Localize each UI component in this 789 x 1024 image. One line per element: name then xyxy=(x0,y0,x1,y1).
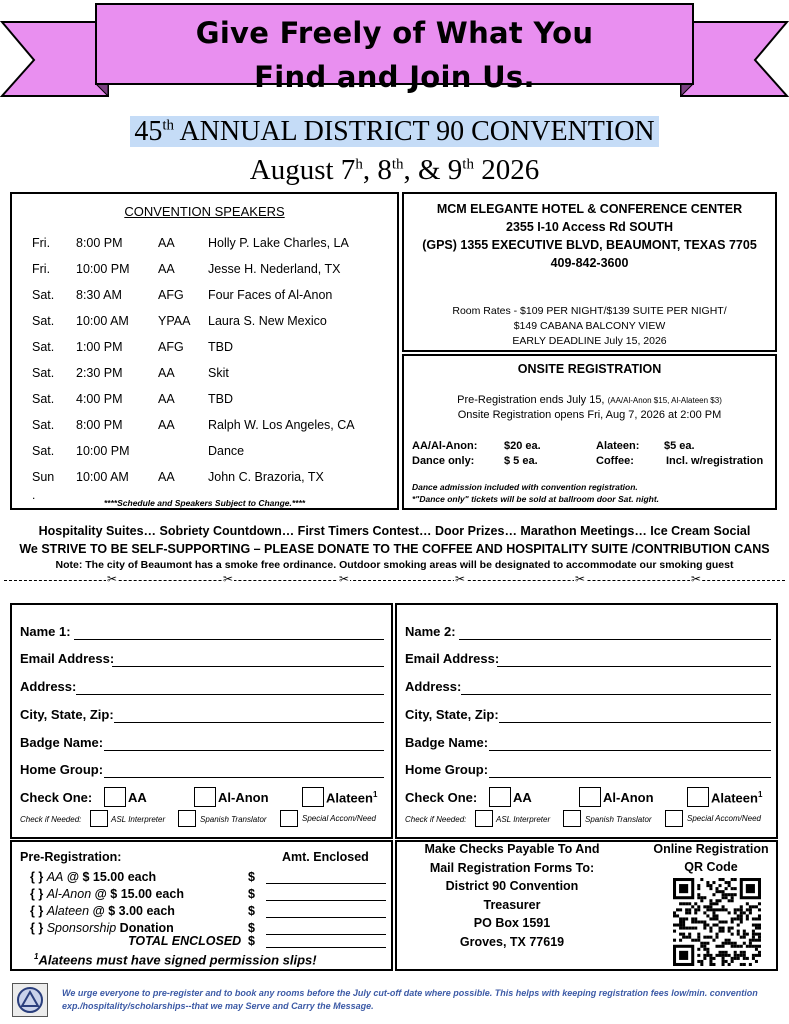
speaker-time: 10:00 AM xyxy=(76,470,129,484)
asl-label: ASL Interpreter xyxy=(496,815,551,824)
al-anon-label: Al-Anon xyxy=(603,790,654,805)
address-label: Address: xyxy=(405,679,462,694)
speaker-row xyxy=(12,314,397,332)
spanish-checkbox[interactable] xyxy=(178,810,196,827)
badge-name-field[interactable] xyxy=(104,750,384,751)
footer-note: We urge everyone to pre-register and to book any rooms before the July cut-off date where possible. This helps with keeping registration fees low/min. convention exp./hospitality/scholarships--that we may Serve and Carry the Message. xyxy=(62,988,758,1011)
alateen-permission-warning: $^1$Alateens must have signed permission slips! xyxy=(34,952,317,968)
speaker-day: Fri. xyxy=(32,262,51,276)
spanish-label: Spanish Translator xyxy=(585,815,652,824)
speaker-row xyxy=(12,418,397,436)
speaker-time: 8:30 AM xyxy=(76,288,122,302)
speakers-dot: . xyxy=(32,488,36,502)
check-if-needed-label: Check if Needed: xyxy=(20,815,82,824)
registration-fee-row: { } Alateen @ $ 3.00 each xyxy=(30,904,175,918)
mailing-info-box xyxy=(395,840,778,971)
speaker-day: Sun xyxy=(32,470,55,484)
qr-code-title: QR Code xyxy=(684,860,738,874)
mailing-line: District 90 Convention xyxy=(445,879,579,893)
fee-aa-price: $20 ea. xyxy=(504,440,541,452)
speaker-name: Dance xyxy=(208,444,245,458)
home-group-field[interactable] xyxy=(104,777,384,778)
banner-title-line-1: Give Freely of What You xyxy=(195,16,594,50)
speaker-row xyxy=(12,470,397,488)
speaker-day: Sat. xyxy=(32,444,55,458)
speaker-name: Laura S. New Mexico xyxy=(208,314,327,328)
speaker-day: Sat. xyxy=(32,340,55,354)
al-anon-checkbox[interactable] xyxy=(579,787,601,807)
scissors-icon: ✂ xyxy=(575,572,586,586)
onsite-open-text: Onsite Registration opens Fri, Aug 7, 2026 at 2:00 PM xyxy=(457,409,722,421)
speaker-day: Sat. xyxy=(32,288,55,302)
speaker-name: TBD xyxy=(208,340,233,354)
city-state-zip-field[interactable] xyxy=(499,722,771,723)
alateen-label: Alateen$^1$ xyxy=(326,790,378,806)
fee-aa-label: AA/Al-Anon: xyxy=(412,440,478,452)
dollar-sign: $ xyxy=(248,870,255,884)
speaker-row xyxy=(12,288,397,306)
aa-logo xyxy=(12,983,48,1017)
mailing-line: Groves, TX 77619 xyxy=(459,934,565,949)
speaker-time: 4:00 PM xyxy=(76,392,123,406)
speaker-day: Fri. xyxy=(32,236,51,250)
total-amount-field[interactable] xyxy=(266,947,386,948)
asl-checkbox[interactable] xyxy=(90,810,108,827)
fee-coffee-label: Coffee: xyxy=(596,455,634,467)
speaker-group: AA xyxy=(158,418,175,432)
scissors-icon: ✂ xyxy=(223,572,234,586)
mailing-line: Treasurer xyxy=(483,897,541,912)
alateen-label: Alateen$^1$ xyxy=(711,790,763,806)
speaker-name: John C. Brazoria, TX xyxy=(208,470,324,484)
speaker-time: 8:00 PM xyxy=(76,418,123,432)
alateen-checkbox[interactable] xyxy=(302,787,324,807)
speaker-day: Sat. xyxy=(32,392,55,406)
prereg-end-text: Pre-Registration ends July 15, (AA/Al-Anon $15, Al-Alateen $3) xyxy=(457,394,722,406)
convention-dates: August 7$^h$, 8th, & 9th 2026 xyxy=(249,154,540,186)
aa-label: AA xyxy=(128,790,147,805)
fee-dance-label: Dance only: xyxy=(412,455,475,467)
fee-coffee-price: Incl. w/registration xyxy=(666,455,764,467)
title-banner xyxy=(0,0,789,110)
spanish-checkbox[interactable] xyxy=(563,810,581,827)
room-rates-cabana: $149 CABANA BALCONY VIEW xyxy=(513,320,666,332)
email-field[interactable] xyxy=(112,666,384,667)
room-rates: Room Rates - $109 PER NIGHT/$139 SUITE PER NIGHT/ xyxy=(452,305,727,317)
speaker-group: AFG xyxy=(158,288,184,302)
name-1-field[interactable] xyxy=(74,639,384,640)
speaker-name: Holly P. Lake Charles, LA xyxy=(208,236,349,250)
onsite-title: ONSITE REGISTRATION xyxy=(517,362,662,376)
early-deadline: EARLY DEADLINE July 15, 2026 xyxy=(512,335,667,347)
speaker-time: 8:00 PM xyxy=(76,236,123,250)
aa-label: AA xyxy=(513,790,532,805)
name-2-field[interactable] xyxy=(459,639,771,640)
badge-name-field[interactable] xyxy=(489,750,771,751)
special-accom-label: Special Accom/Need xyxy=(302,814,376,823)
hotel-gps-address: (GPS) 1355 EXECUTIVE BLVD, BEAUMONT, TEXAS 7705 xyxy=(422,238,757,252)
amount-field[interactable] xyxy=(266,900,386,901)
dance-note-1: Dance admission included with convention registration. xyxy=(412,482,638,492)
address-label: Address: xyxy=(20,679,77,694)
name-2-label: Name 2: xyxy=(405,624,456,639)
al-anon-label: Al-Anon xyxy=(218,790,269,805)
registration-fee-row: { } Al-Anon @ $ 15.00 each xyxy=(30,887,184,901)
onsite-registration-box xyxy=(402,354,777,510)
speaker-row xyxy=(12,236,397,254)
total-enclosed-label: TOTAL ENCLOSED xyxy=(128,934,242,948)
speaker-group: YPAA xyxy=(158,314,191,328)
dollar-sign: $ xyxy=(248,904,255,918)
amount-field[interactable] xyxy=(266,934,386,935)
total-dollar-sign: $ xyxy=(248,934,255,948)
aa-checkbox[interactable] xyxy=(489,787,511,807)
badge-name-label: Badge Name: xyxy=(20,735,104,750)
alateen-checkbox[interactable] xyxy=(687,787,709,807)
home-group-label: Home Group: xyxy=(405,762,489,777)
speaker-name: Jesse H. Nederland, TX xyxy=(208,262,341,276)
scissors-icon: ✂ xyxy=(691,572,702,586)
email-label: Email Address: xyxy=(405,651,500,666)
speaker-group: AA xyxy=(158,392,175,406)
home-group-label: Home Group: xyxy=(20,762,104,777)
hotel-name: MCM ELEGANTE HOTEL & CONFERENCE CENTER xyxy=(436,202,743,216)
speaker-time: 10:00 PM xyxy=(76,444,130,458)
speaker-row xyxy=(12,340,397,358)
speaker-group: AA xyxy=(158,262,175,276)
check-one-label: Check One: xyxy=(405,790,478,805)
speaker-group: AFG xyxy=(158,340,184,354)
amount-enclosed-title: Amt. Enclosed xyxy=(282,850,369,864)
amount-field[interactable] xyxy=(266,917,386,918)
scissors-icon: ✂ xyxy=(107,572,118,586)
speaker-time: 10:00 PM xyxy=(76,262,130,276)
dance-note-2: *"Dance only" tickets will be sold at ballroom door Sat. night. xyxy=(412,494,660,504)
asl-checkbox[interactable] xyxy=(475,810,493,827)
speaker-group: AA xyxy=(158,236,175,250)
speaker-name: Skit xyxy=(208,366,229,380)
speaker-time: 1:00 PM xyxy=(76,340,123,354)
pre-registration-title: Pre-Registration: xyxy=(20,850,122,864)
registration-form-2 xyxy=(395,603,778,839)
asl-label: ASL Interpreter xyxy=(111,815,166,824)
dollar-sign: $ xyxy=(248,887,255,901)
mailing-line: PO Box 1591 xyxy=(473,916,551,930)
speaker-group: AA xyxy=(158,470,175,484)
speaker-row xyxy=(12,444,397,462)
hotel-box xyxy=(402,192,777,352)
schedule-note: ****Schedule and Speakers Subject to Change.**** xyxy=(103,498,306,508)
city-state-zip-label: City, State, Zip: xyxy=(405,707,499,722)
fee-alateen-price: $5 ea. xyxy=(664,440,695,452)
city-state-zip-field[interactable] xyxy=(114,722,384,723)
speaker-row xyxy=(12,262,397,280)
online-registration-title: Online Registration xyxy=(653,842,769,856)
special-accom-checkbox[interactable] xyxy=(280,810,298,827)
registration-form-1 xyxy=(10,603,393,839)
speaker-day: Sat. xyxy=(32,366,55,380)
speaker-name: Ralph W. Los Angeles, CA xyxy=(208,418,355,432)
self-supporting-line: We STRIVE TO BE SELF-SUPPORTING – PLEASE DONATE TO THE COFFEE AND HOSPITALITY SUITE /CONTRIBUTION CANS xyxy=(19,542,770,556)
amount-field[interactable] xyxy=(266,883,386,884)
speaker-day: Sat. xyxy=(32,314,55,328)
registration-fee-row: { } Sponsorship Donation xyxy=(30,921,174,935)
speakers-title: CONVENTION SPEAKERS xyxy=(124,204,285,219)
home-group-field[interactable] xyxy=(489,777,771,778)
address-field[interactable] xyxy=(76,694,384,695)
speaker-day: Sat. xyxy=(32,418,55,432)
registration-fee-row: { } AA @ $ 15.00 each xyxy=(30,870,157,884)
badge-name-label: Badge Name: xyxy=(405,735,489,750)
speakers-box xyxy=(10,192,399,510)
email-label: Email Address: xyxy=(20,651,115,666)
scissors-icon: ✂ xyxy=(455,572,466,586)
special-accom-label: Special Accom/Need xyxy=(687,814,761,823)
activities-line: Hospitality Suites… Sobriety Countdown… First Timers Contest… Door Prizes… Marathon Meetings… Ice Cream Social xyxy=(38,524,751,538)
convention-title: 45th ANNUAL DISTRICT 90 CONVENTION xyxy=(0,116,789,148)
aa-checkbox[interactable] xyxy=(104,787,126,807)
fee-alateen-label: Alateen: xyxy=(596,440,640,452)
speaker-time: 10:00 AM xyxy=(76,314,129,328)
al-anon-checkbox[interactable] xyxy=(194,787,216,807)
email-field[interactable] xyxy=(497,666,771,667)
pre-registration-box xyxy=(10,840,393,971)
footer xyxy=(0,975,789,1024)
check-one-label: Check One: xyxy=(20,790,93,805)
special-accom-checkbox[interactable] xyxy=(665,810,683,827)
name-1-label: Name 1: xyxy=(20,624,71,639)
banner-title-line-2: Find and Join Us. xyxy=(254,60,535,94)
city-state-zip-label: City, State, Zip: xyxy=(20,707,114,722)
fee-dance-price: $ 5 ea. xyxy=(504,455,538,467)
scissors-icon: ✂ xyxy=(339,572,350,586)
spanish-label: Spanish Translator xyxy=(200,815,267,824)
qr-code-image[interactable] xyxy=(673,878,761,966)
hotel-phone: 409-842-3600 xyxy=(550,256,629,270)
dollar-sign: $ xyxy=(248,921,255,935)
speaker-row xyxy=(12,392,397,410)
hotel-address: 2355 I-10 Access Rd SOUTH xyxy=(506,220,673,234)
speaker-name: TBD xyxy=(208,392,233,406)
cut-line xyxy=(4,580,785,581)
check-if-needed-label: Check if Needed: xyxy=(405,815,467,824)
mailing-line: Make Checks Payable To And xyxy=(424,842,600,856)
speaker-time: 2:30 PM xyxy=(76,366,123,380)
speaker-group: AA xyxy=(158,366,175,380)
smoking-note: Note: The city of Beaumont has a smoke free ordinance. Outdoor smoking areas will be designated to accommodate our smoking guest xyxy=(55,559,734,571)
address-field[interactable] xyxy=(461,694,771,695)
speaker-name: Four Faces of Al-Anon xyxy=(208,288,333,302)
speaker-row xyxy=(12,366,397,384)
mailing-line: Mail Registration Forms To: xyxy=(429,860,595,875)
